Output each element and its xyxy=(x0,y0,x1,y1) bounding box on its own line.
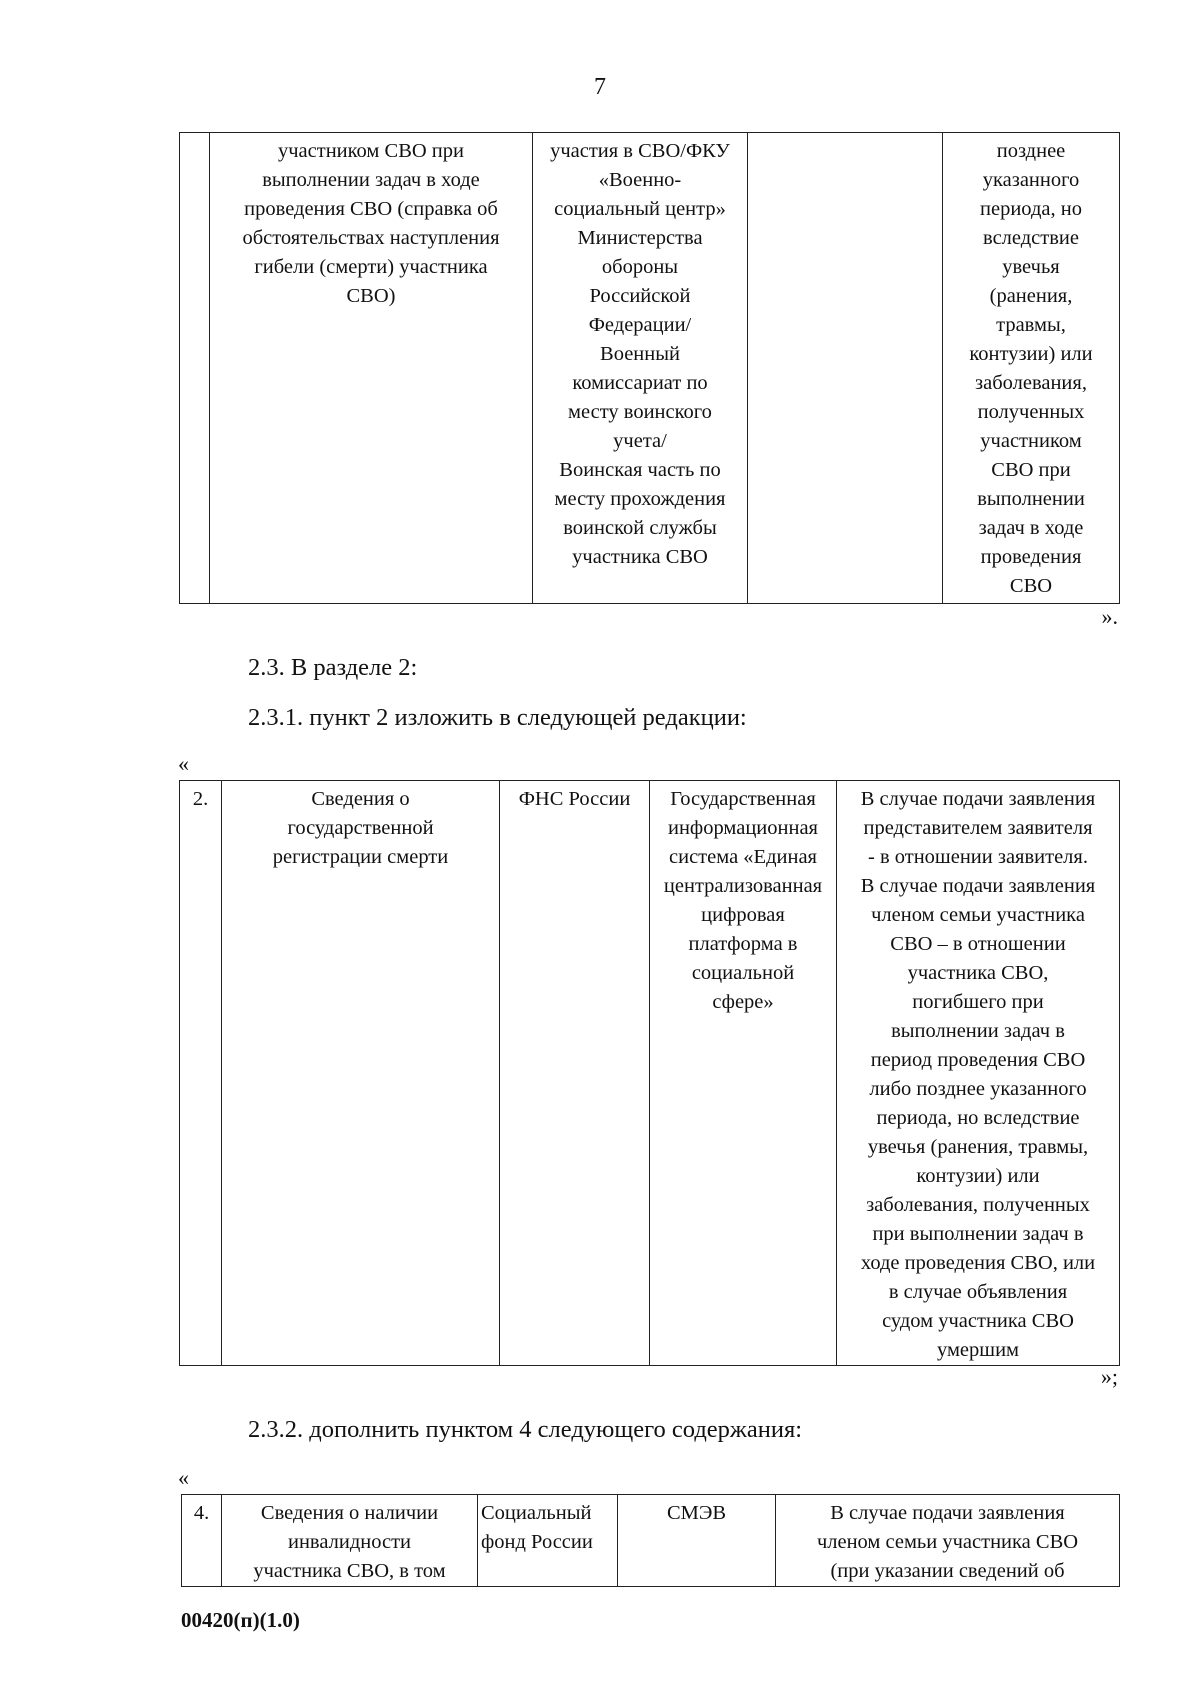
table-cell-condition: В случае подачи заявления представителем заявителя - в отношении заявителя. В случае подачи заявления членом семьи участника СВО – в отношении участника СВО, погибшего при выполнении задач в период проведения СВО либо позднее указанного периода, но вследствие увечья (ранения, травмы, контузии) или заболевания, полученных при выполнении задач в ходе проведения СВО, или в случае объявления судом участника СВО умершим xyxy=(837,781,1120,1366)
table-cell-source: Государственная информационная система «Единая централизованная цифровая платформа в социальной сфере» xyxy=(650,781,837,1366)
table-continuation xyxy=(179,132,1120,604)
table3-opening-quote: « xyxy=(178,1465,189,1490)
table-item-4 xyxy=(181,1494,1120,1587)
table-cell-number: 2. xyxy=(180,781,222,1366)
table-cell-condition: В случае подачи заявления членом семьи участника СВО (при указании сведений об xyxy=(776,1495,1120,1587)
table-cell-info: участником СВО при выполнении задач в ходе проведения СВО (справка об обстоятельствах наступления гибели (смерти) участника СВО) xyxy=(210,133,533,604)
section-2-3-1-heading: 2.3.1. пункт 2 изложить в следующей редакции: xyxy=(248,704,747,731)
section-2-3-2-heading: 2.3.2. дополнить пунктом 4 следующего содержания: xyxy=(248,1416,803,1443)
table-cell-source: СМЭВ xyxy=(618,1495,776,1587)
table-cell-source xyxy=(748,133,943,604)
table-cell-condition: позднее указанного периода, но вследствие увечья (ранения, травмы, контузии) или заболевания, полученных участником СВО при выполнении задач в ходе проведения СВО xyxy=(943,133,1120,604)
section-2-3-heading: 2.3. В разделе 2: xyxy=(248,654,418,681)
table-cell-number: 4. xyxy=(182,1495,222,1587)
table2-closing-quote: »; xyxy=(1100,1364,1118,1389)
table-cell-provider: участия в СВО/ФКУ «Военно- социальный центр» Министерства обороны Российской Федерации/ Военный комиссариат по месту воинского учета/ Воинская часть по месту прохождения воинской службы участника СВО xyxy=(533,133,748,604)
table-row xyxy=(180,133,1120,604)
table-row xyxy=(182,1495,1120,1587)
table-cell-provider: Социальный фонд России xyxy=(478,1495,618,1587)
table-cell-provider: ФНС России xyxy=(500,781,650,1366)
table-cell-info: Сведения о государственной регистрации смерти xyxy=(222,781,500,1366)
page-number: 7 xyxy=(594,74,606,100)
table1-closing-quote: ». xyxy=(1101,604,1118,629)
table-item-2 xyxy=(179,780,1120,1366)
table-row xyxy=(180,781,1120,1366)
table-cell-info: Сведения о наличии инвалидности участника СВО, в том xyxy=(222,1495,478,1587)
table-cell-number xyxy=(180,133,210,604)
document-code: 00420(п)(1.0) xyxy=(181,1608,300,1632)
table2-opening-quote: « xyxy=(178,751,189,776)
